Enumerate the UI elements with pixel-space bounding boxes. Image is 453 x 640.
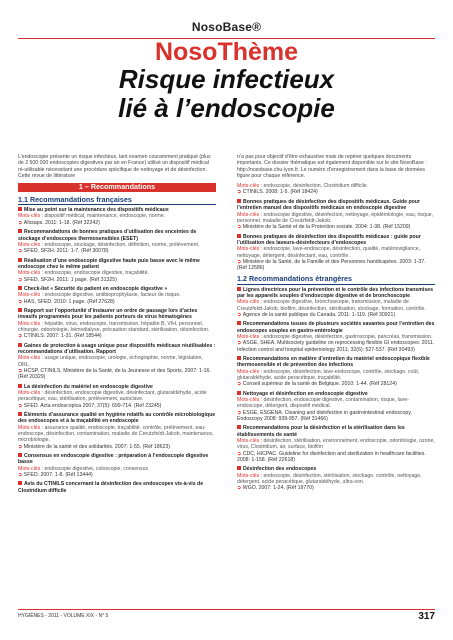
arrow-right-icon: ➲ xyxy=(18,219,24,226)
keywords-label: Mots-clés : xyxy=(237,211,264,218)
entry-title: Rapport sur l’opportunité d’instaurer un ordre de passage lors d’actes invasifs programmés pour les patients porteurs de virus hématogènes xyxy=(18,308,198,321)
entry-reference: ➲ SFED. 2007: 1-8. (Réf 13444) xyxy=(18,471,93,478)
journal-citation: HYGIÈNES - 2011 - VOLUME XIX - N° 5 xyxy=(18,613,109,619)
page-footer xyxy=(18,609,435,624)
bullet-square-icon xyxy=(237,466,241,470)
entry-keywords: Mots-clés : endoscopie, lave-endoscope, désinfection, qualité, matériovigilance, nettoyage, détergent, désinfectant, eau, contrôle. xyxy=(237,246,421,259)
entry-title: Nettoyage et désinfection en endoscopie digestive xyxy=(237,391,435,397)
entry-reference: ➲ SFED. Acta endoscopica 2007; 37(5): 699-714. (Réf 23245) xyxy=(18,402,162,409)
entry-reference: ➲ CDC, HICPAC. Guideline for disinfection and sterilization in healthcare facilities. 2008: 1-158. (Réf 22618) xyxy=(237,450,426,463)
journal-header xyxy=(18,20,435,39)
bullet-square-icon xyxy=(237,234,241,238)
entry-keywords: Mots-clés : endoscopie digestive, antibioprophylaxie, facteur de risque. xyxy=(18,292,181,299)
reference-entry xyxy=(18,412,216,450)
bullet-square-icon xyxy=(237,321,241,325)
entry-keywords: Mots-clés : endoscopie, stockage, désinfection, définition, norme, prélèvement. xyxy=(18,241,200,248)
bullet-square-icon xyxy=(237,391,241,395)
subsection-heading-international: 1.2 Recommandations étrangères xyxy=(237,276,435,284)
bullet-square-icon xyxy=(18,343,22,347)
keywords-label: Mots-clés : xyxy=(18,390,45,396)
reference-entry xyxy=(237,356,435,387)
reference-entry xyxy=(18,229,216,254)
arrow-right-icon: ➲ xyxy=(237,189,243,196)
reference-entry xyxy=(237,425,435,463)
entry-keywords: Mots-clés : endoscopie, désinfection, stérilisation, stockage, contrôle, nettoyage, détergent, acide peracétique, glutaraldéhyde, ultra-son. xyxy=(237,472,422,485)
intro-text-right: n’a pas pour objectif d’être exhaustive mais de repérer quelques documents importants. Ce dossier thématique est également disponible sur le site NosoBase : http://nosobase.chu-lyon.fr. Le numéro d’enregistrement dans la base de données figure pour chaque référence. xyxy=(237,154,427,179)
entry-reference: ➲ WGO. 2007: 1-24. (Réf 19770) xyxy=(237,485,314,492)
right-french-entry-list xyxy=(237,183,435,271)
reference-entry xyxy=(237,391,435,422)
entry-reference: ➲ Ministère de la santé et des solidarités. 2007: 1-55. (Réf 18623) xyxy=(18,443,170,450)
entry-title: Mise au point sur la maintenance des dispositifs médicaux xyxy=(18,207,216,213)
reference-entry xyxy=(18,308,216,339)
entry-reference: ➲ HCSP, CTINILS, Ministère de la Santé, de la Jeunesse et des Sports. 2007: 1-16. (Réf 20329) xyxy=(18,367,211,381)
arrow-right-icon: ➲ xyxy=(18,471,24,478)
arrow-right-icon: ➲ xyxy=(18,276,24,283)
bullet-square-icon xyxy=(18,286,22,290)
entry-keywords: Mots-clés : désinfection, endoscopie digestive, désinfectant, glutaraldéhyde, acide peracétique, eau, stérilisation, prélèvement, autoclave. xyxy=(18,390,207,403)
reference-entry xyxy=(237,183,435,196)
entry-title: Lignes directrices pour la prévention et le contrôle des infections transmises par les appareils souples d’endoscopie digestive et de bronchoscopie xyxy=(237,286,433,300)
arrow-right-icon: ➲ xyxy=(18,443,24,450)
entry-title: Recommandations en matière d’entretien du matériel endoscopique flexible thermosensible et de prévention des infections xyxy=(237,356,430,369)
bullet-square-icon xyxy=(18,308,22,312)
entry-title: Bonnes pratiques de désinfection des dispositifs médicaux : guide pour l’utilisation des laveurs-désinfecteurs d’endoscopes xyxy=(237,233,421,246)
entry-reference: ➲ Conseil supérieur de la santé de Belgique. 2010: 1-44. (Réf 28124) xyxy=(237,381,397,388)
entry-reference: ➲ ESGE, ESGENA. Cleaning and disinfection in gastrointestinal endoscopy. Endoscopy 2008: 939-957. (Réf 31466) xyxy=(237,409,412,422)
arrow-right-icon: ➲ xyxy=(18,248,24,255)
reference-entry xyxy=(18,258,216,283)
entry-title: Réalisation d’une endoscopie digestive haute puis basse avec le même endoscope chez le même patient xyxy=(18,257,200,270)
bullet-square-icon xyxy=(237,287,241,291)
entry-reference: ➲ Ministère de la Santé et de la Protection sociale. 2004: 1-38. (Réf 15209) xyxy=(237,224,411,231)
arrow-right-icon: ➲ xyxy=(18,402,24,409)
entry-keywords: Mots-clés : endoscopie, désinfection, Clostridium difficile. xyxy=(237,183,369,190)
entry-keywords: Mots-clés : endoscopie digestive, désinfection, gastroscopie, pancréas, transmission. xyxy=(237,333,433,340)
entry-title: Éléments d’assurance qualité en hygiène relatifs au contrôle microbiologique des endoscopes et à la traçabilité en endoscopie xyxy=(18,412,216,425)
reference-entry xyxy=(18,343,216,381)
left-column xyxy=(18,154,216,497)
title-line-2: Risque infectieux xyxy=(118,64,335,94)
entry-reference: ➲ Afssaps. 2011: 1-18. (Réf 32242) xyxy=(18,219,100,226)
entry-title: Consensus en endoscopie digestive : préparation à l’endoscopie digestive basse xyxy=(18,453,209,466)
entry-reference: ➲ HAS, SFED. 2010: 1 page. (Réf 27628) xyxy=(18,298,115,305)
arrow-right-icon: ➲ xyxy=(237,311,243,318)
keywords-label: Mots-clés : xyxy=(18,320,45,327)
entry-keywords: Mots-clés : dispositif médical, maintenance, endoscopie, norme. xyxy=(18,213,166,220)
title-line-3: lié à l’endoscopie xyxy=(118,93,335,123)
right-international-entry-list xyxy=(237,287,435,492)
left-entry-list xyxy=(18,207,216,494)
reference-entry xyxy=(237,321,435,352)
bullet-square-icon xyxy=(237,356,241,360)
entry-keywords: Mots-clés : endoscopie digestive, coloscopie, consensus xyxy=(18,465,149,472)
entry-reference: ➲ CTINILS. 2007: 1-31. (Réf 18544) xyxy=(18,333,102,340)
entry-keywords: Mots-clés : assurance qualité, endoscopie, traçabilité, contrôle, prélèvement, eau-endoscope, désinfection, contamination, maladie de Creutzfeldt-Jakob, maintenance, microbiologie. xyxy=(18,424,214,444)
arrow-right-icon: ➲ xyxy=(18,298,24,305)
keywords-label: Mots-clés : xyxy=(18,213,45,220)
arrow-right-icon: ➲ xyxy=(18,333,24,340)
arrow-right-icon: ➲ xyxy=(237,450,243,457)
keywords-label: Mots-clés : xyxy=(18,465,45,472)
bullet-square-icon xyxy=(18,207,22,211)
bullet-square-icon xyxy=(18,229,22,233)
keywords-label: Mots-clés : xyxy=(18,424,45,431)
entry-keywords: Mots-clés : endoscopie, endoscopie digestive, traçabilité. xyxy=(18,270,149,277)
arrow-right-icon: ➲ xyxy=(18,367,24,374)
reference-entry xyxy=(18,207,216,226)
entry-keywords: Mots-clés : hépatite, virus, endoscopie, transmission, hépatite B, VIH, personnel, chirurgie, odontologie, hémodialyse, précaution standard, stérilisation, désinfection. xyxy=(18,320,210,333)
entry-title: Recommandations issues de plusieurs sociétés savantes pour l’entretien des endoscopes souples en gastro-entérologie xyxy=(237,321,435,334)
entry-title: Check-list « Sécurité du patient en endoscopie digestive » xyxy=(18,286,216,292)
page-title xyxy=(0,40,453,123)
title-line-1: NosoThème xyxy=(154,38,299,66)
entry-title: Désinfection des endoscopes xyxy=(237,466,435,472)
reference-entry xyxy=(237,287,435,318)
entry-keywords: Mots-clés : désinfection, stérilisation, environnement, endoscopie, odontologie, ozone, virus, Clostridium, air, surface, biofilm xyxy=(237,438,435,451)
bullet-square-icon xyxy=(237,425,241,429)
arrow-right-icon: ➲ xyxy=(237,258,243,265)
reference-entry xyxy=(18,481,216,494)
bullet-square-icon xyxy=(237,199,241,203)
bullet-square-icon xyxy=(18,258,22,262)
entry-reference: ➲ Ministère de la Santé, de la Famille et des Personnes handicapées. 2003: 1-37. (Réf 12586) xyxy=(237,258,426,272)
keywords-label: Mots-clés : xyxy=(18,241,45,248)
entry-keywords: Mots-clés : endoscopie digestive, désinfection, nettoyage, épidémiologie, eau, risque, personnel, maladie de Creutzfeldt-Jakob. xyxy=(237,211,434,224)
entry-title: Bonnes pratiques de désinfection des dispositifs médicaux. Guide pour l’entretien manuel des dispositifs médicaux en endoscopie digestive xyxy=(237,198,420,212)
keywords-label: Mots-clés : xyxy=(18,270,45,277)
keywords-label: Mots-clés : xyxy=(237,246,264,253)
brand-label: NosoBase® xyxy=(191,20,262,34)
reference-entry xyxy=(237,199,435,230)
arrow-right-icon: ➲ xyxy=(237,381,243,388)
right-column xyxy=(237,154,435,495)
entry-keywords: Mots-clés : désinfection, endoscopie digestive, contamination, risque, lave-endoscope, détergent, dispositif médical. xyxy=(237,397,409,410)
keywords-label: Mots-clés : xyxy=(237,333,264,340)
arrow-right-icon: ➲ xyxy=(237,485,243,492)
entry-reference: ➲ Agence de la santé publique du Canada. 2011: 1-119. (Réf 30921) xyxy=(237,311,396,318)
bullet-square-icon xyxy=(18,412,22,416)
entry-title: Recommandations de bonnes pratiques d’utilisation des enceintes de stockage d’endoscopes thermosensibles (ESET) xyxy=(18,229,197,242)
reference-entry xyxy=(18,453,216,478)
entry-reference: ➲ CTINILS. 2008: 1-5. (Réf 18424) xyxy=(237,189,318,196)
arrow-right-icon: ➲ xyxy=(237,340,243,347)
keywords-label: Mots-clés : xyxy=(237,397,264,404)
entry-title: Gaines de protection à usage unique pour dispositifs médicaux réutilisables : recommandations d’utilisation. Rapport xyxy=(18,342,216,356)
arrow-right-icon: ➲ xyxy=(237,224,243,231)
reference-entry xyxy=(237,466,435,491)
entry-keywords: Mots-clés : endoscopie digestive, bronchoscopie, transmission, maladie de Creutzfeldt-Jakob, biofilm, désinfection, stérilisation, stockage, formation, contrôle. xyxy=(237,299,426,312)
reference-entry xyxy=(237,234,435,272)
keywords-label: Mots-clés : xyxy=(237,183,264,190)
page-number: 317 xyxy=(418,611,435,622)
entry-keywords: Mots-clés : endoscopie, désinfection, lave-endoscope, contrôle, stockage, coût, glutaraldéhyde, acide peracétique, traçabilité. xyxy=(237,368,420,381)
reference-entry xyxy=(18,286,216,305)
keywords-label: Mots-clés : xyxy=(18,355,45,362)
entry-title: Avis du CTINILS concernant la désinfection des endoscopes vis-à-vis de Clostridium difficile xyxy=(18,481,204,494)
arrow-right-icon: ➲ xyxy=(237,409,243,416)
bullet-square-icon xyxy=(18,384,22,388)
bullet-square-icon xyxy=(18,453,22,457)
reference-entry xyxy=(18,384,216,409)
keywords-label: Mots-clés : xyxy=(237,438,264,444)
keywords-label: Mots-clés : xyxy=(237,299,264,306)
entry-reference: ➲ ASGE, SHEA. Multisociety guideline on reprocessing flexible GI endoscopes: 2011. Infection control and hospital epidemiology 2011; 32(6): 527-537. (Réf 30493) xyxy=(237,340,435,353)
entry-reference: ➲ SFED, SF2H. 2011: 1-7. (Réf 30078) xyxy=(18,248,109,255)
section-heading: 1 – Recommandations xyxy=(18,183,216,192)
keywords-label: Mots-clés : xyxy=(237,472,264,479)
bullet-square-icon xyxy=(18,481,22,485)
entry-keywords: Mots-clés : usage unique, endoscopie, urologie, échographie, norme, législation, ORL. xyxy=(18,355,203,368)
entry-title: Recommandations pour la désinfection et la stérilisation dans les établissements de santé xyxy=(237,425,405,438)
entry-title: La désinfection du matériel en endoscopie digestive xyxy=(18,384,216,390)
entry-reference: ➲ SFED, SF2H. 2011: 1 page. (Réf 31325) xyxy=(18,276,117,283)
intro-text-left: L’endoscopie présente un risque infectieux, tant examen couramment pratiqué (plus de 2 500 000 endoscopies digestives par an en France) utilisé un dispositif médical ré-utilisable nécessitant une procédure spécifique de nettoyage et de désinfection. Cette revue de littérature xyxy=(18,154,211,179)
keywords-label: Mots-clés : xyxy=(237,368,264,375)
keywords-label: Mots-clés : xyxy=(18,292,45,299)
subsection-heading-french: 1.1 Recommandations françaises xyxy=(18,197,216,205)
